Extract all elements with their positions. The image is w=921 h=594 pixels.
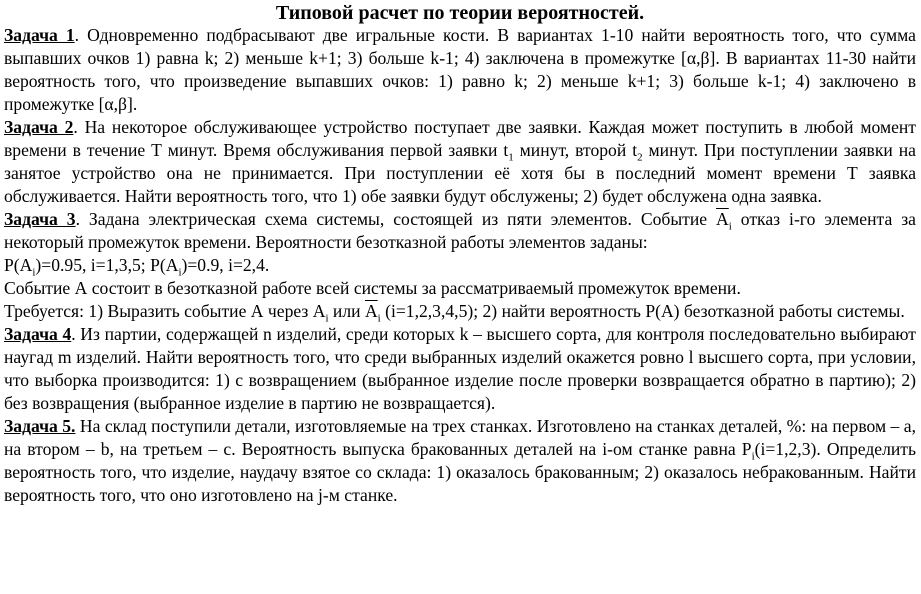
task-3-text: )=0.9, i=2,4. (181, 255, 270, 275)
task-2-text: минут, второй t (513, 140, 638, 160)
task-3-text: )=0.95, i=1,3,5; P(A (35, 255, 179, 275)
task-3-text: P(A (4, 255, 33, 275)
subscript: i (377, 312, 381, 325)
task-3-event-description (4, 277, 916, 300)
task-5-text: На склад поступили детали, изготовляемые на трех станках. Изготовлено на станках деталей, %: на первом – a, на втором – b, на третьем – c. Вероятность выпуска бракованных деталей на i-ом станке равна P (4, 416, 917, 459)
task-2-paragraph (4, 116, 916, 208)
subscript: 2 (637, 151, 643, 164)
task-3-probabilities (4, 254, 916, 277)
overline-event-a: $\overline{A}$ (364, 301, 378, 321)
task-3-label: Задача 3 (4, 209, 76, 229)
task-2-text: минут. При поступлении заявки на занятое устройство она не принимается. При поступлении её хотя бы в последний момент времени Т заявка обслуживается. Найти вероятность того, что 1) обе заявки будут обслужены; 2) будет обслужена одна заявка. (4, 140, 916, 206)
task-3-text: (i=1,2,3,4,5); 2) найти вероятность P(A) безотказной работы системы. (380, 301, 905, 321)
task-4-paragraph (4, 323, 916, 415)
task-3-text: или (328, 301, 365, 321)
subscript: i (325, 312, 329, 325)
task-1-paragraph (4, 24, 916, 116)
page-title: Типовой расчет по теории вероятностей. (275, 2, 645, 24)
subscript: i (178, 266, 182, 279)
subscript: i (751, 450, 755, 463)
task-1-label: Задача 1 (4, 25, 75, 45)
task-3-paragraph (4, 208, 916, 254)
task-3-text: отказ i-го элемента за некоторый промежуток времени. Вероятности безотказной работы элементов заданы: (4, 209, 916, 252)
task-3-requirement (4, 300, 916, 323)
overline-event-a: $\overline{A}$ (716, 209, 729, 229)
task-4-label: Задача 4 (4, 324, 72, 344)
task-2-text: . На некоторое обслуживающее устройство поступает две заявки. Каждая может поступить в любой момент времени в течение Т минут. Время обслуживания первой заявки t (4, 117, 916, 160)
subscript: 1 (508, 151, 514, 164)
task-4-text: . Из партии, содержащей n изделий, среди которых k – высшего сорта, для контроля последовательно выбирают наугад m изделий. Найти вероятность того, что среди выбранных изделий окажется ровно l высшего сорта, при условии, что выборка производится: 1) с возвращением (выбранное изделие после проверки возвращается обратно в партию); 2) без возвращения (выбранное изделие в партию не возвращается). (4, 324, 916, 413)
task-2-label: Задача 2 (4, 117, 74, 137)
subscript: i (32, 266, 36, 279)
task-3-text: Требуется: 1) Выразить событие А через A (4, 301, 326, 321)
task-5-text: (i=1,2,3). Определить вероятность того, что изделие, наудачу взятое со склада: 1) оказалось бракованным; 2) оказалось небракованным. Найти вероятность того, что оно изготовлено на j-м станке. (4, 439, 916, 505)
task-1-text: . Одновременно подбрасывают две игральные кости. В вариантах 1-10 найти вероятность того, что сумма выпавших очков 1) равна k; 2) меньше k+1; 3) больше k-1; 4) заключена в промежутке [α,β]. В вариантах 11-30 найти вероятность того, что произведение выпавших очков: 1) равно k; 2) меньше k+1; 3) больше k-1; 4) заключено в промежутке [α,β]. (4, 25, 916, 114)
task-5-paragraph (4, 415, 916, 507)
task-3-text: Событие А состоит в безотказной работе всей системы за рассматриваемый промежуток времени. (4, 278, 741, 298)
task-3-text: . Задана электрическая схема системы, состоящей из пяти элементов. Событие (75, 209, 717, 229)
task-5-label: Задача 5. (4, 416, 76, 436)
subscript: i (728, 220, 732, 233)
